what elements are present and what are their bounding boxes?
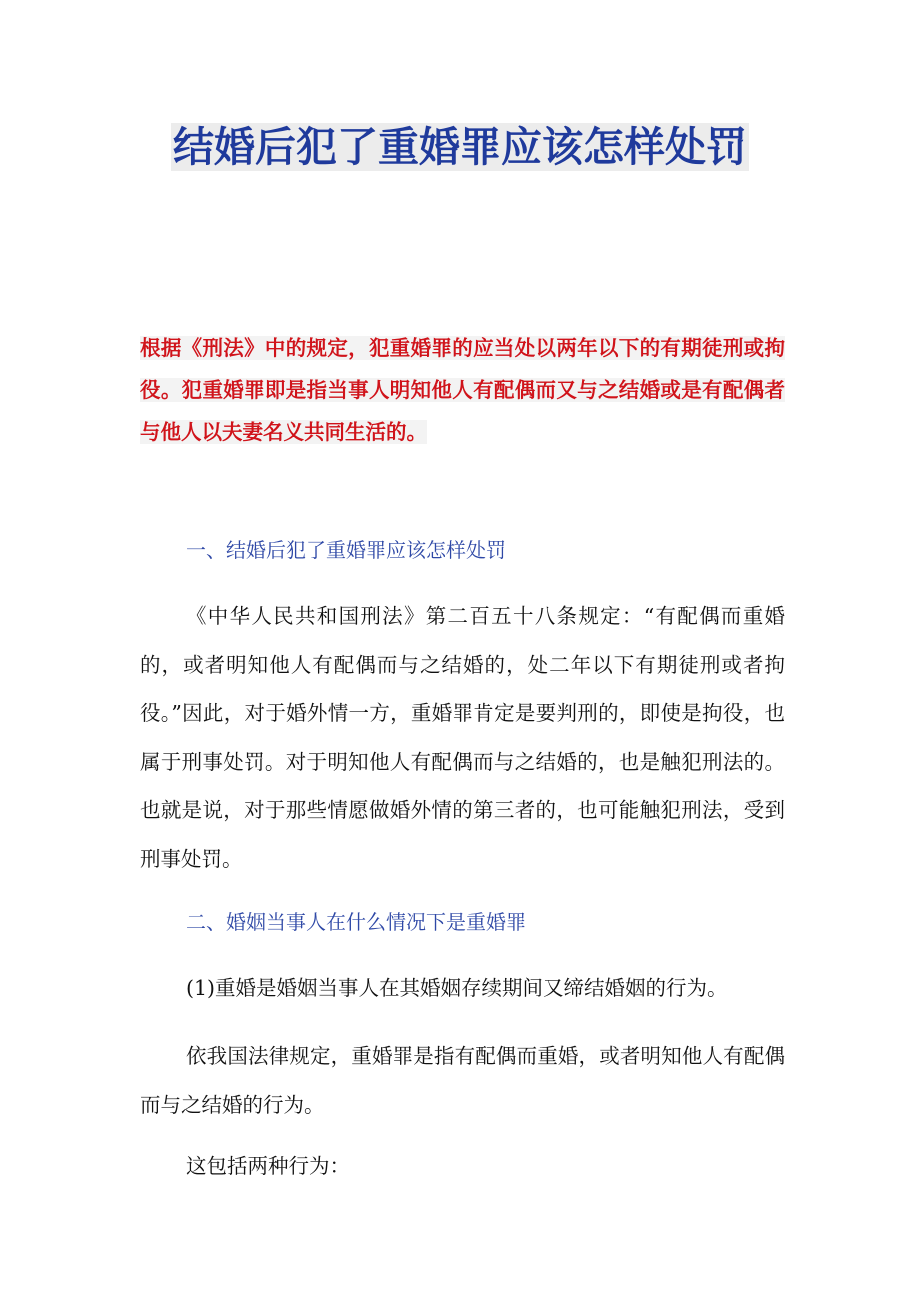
section-heading-2: 二、婚姻当事人在什么情况下是重婚罪 [186,910,526,934]
summary-paragraph [140,327,785,453]
summary-text: 根据《刑法》中的规定，犯重婚罪的应当处以两年以下的有期徒刑或拘役。犯重婚罪即是指当事人明知他人有配偶而又与之结婚或是有配偶者与他人以夫妻名义共同生活的。 [140,336,785,444]
section-2-paragraph-2: 依我国法律规定，重婚罪是指有配偶而重婚，或者明知他人有配偶而与之结婚的行为。 [140,1044,785,1117]
section-2-paragraph-1: (1)重婚是婚姻当事人在其婚姻存续期间又缔结婚姻的行为。 [186,976,728,1000]
section-2-paragraph-3: 这包括两种行为： [186,1154,350,1178]
document-title [140,112,780,183]
section-heading-1: 一、结婚后犯了重婚罪应该怎样处罚 [186,538,506,562]
document-title-text: 结婚后犯了重婚罪应该怎样处罚 [173,123,747,171]
section-1-paragraph: 《中华人民共和国刑法》第二百五十八条规定：“有配偶而重婚的，或者明知他人有配偶而与之结婚的，处二年以下有期徒刑或者拘役。”因此，对于婚外情一方，重婚罪肯定是要判刑的，即使是拘役，也属于刑事处罚。对于明知他人有配偶而与之结婚的，也是触犯刑法的。也就是说，对于那些情愿做婚外情的第三者的，也可能触犯刑法，受到刑事处罚。 [140,604,785,871]
